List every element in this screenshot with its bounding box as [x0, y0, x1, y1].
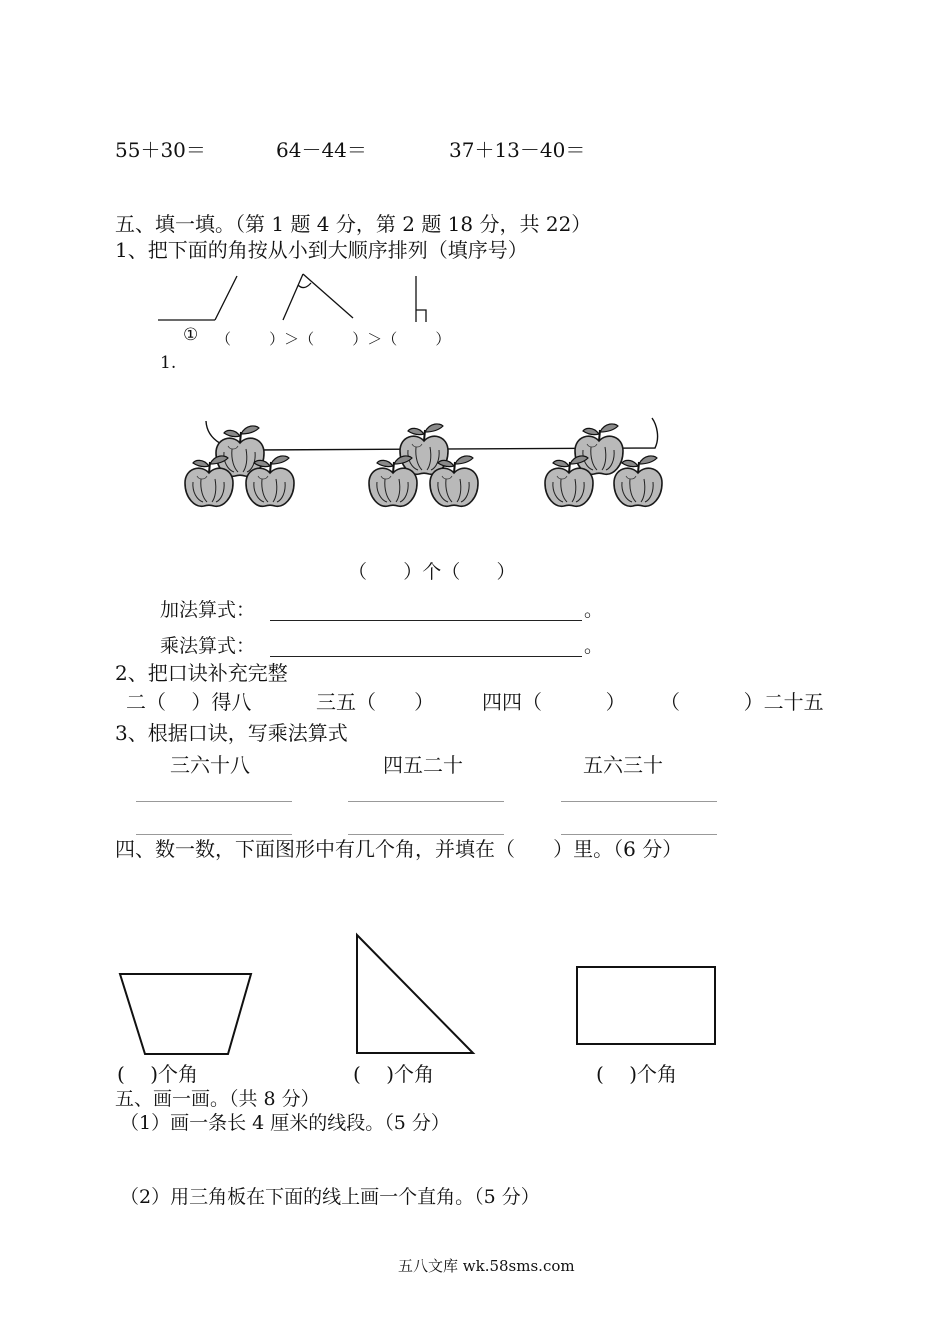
addition-label: 加法算式： [160, 599, 256, 621]
calc-q1: 55＋30＝ [115, 138, 206, 162]
triangle-answer: ( )个角 [353, 1062, 435, 1086]
angle-1-label: ① [183, 325, 199, 345]
mnemonic-2: 三五（ ） [316, 690, 435, 714]
rectangle-answer: ( )个角 [596, 1062, 678, 1086]
multiplication-label: 乘法算式： [160, 635, 256, 657]
multiplication-end: 。 [584, 635, 604, 657]
triangle-shape [357, 935, 473, 1053]
calc-q2: 64－44＝ [276, 138, 367, 162]
draw-question-2: （2）用三角板在下面的线上画一个直角。（5 分） [120, 1186, 540, 1208]
trapezoid-answer: ( )个角 [117, 1062, 199, 1086]
mnemonic-1: 二（ ）得八 [126, 690, 252, 714]
section-title-fill: 五、填一填。（第 1 题 4 分，第 2 题 18 分，共 22） [115, 212, 592, 236]
question-1-title: 1、把下面的角按从小到大顺序排列（填序号） [115, 238, 528, 262]
section-title-count: 四、数一数，下面图形中有几个角，并填在（ ）里。（6 分） [115, 837, 683, 861]
addition-end: 。 [584, 599, 604, 621]
question-2-title: 2、把口诀补充完整 [115, 661, 288, 685]
draw-question-1: （1）画一条长 4 厘米的线段。（5 分） [120, 1112, 450, 1134]
mnemonic-4: （ ）二十五 [660, 690, 824, 714]
rectangle-shape [577, 967, 715, 1044]
sub-number: 1. [160, 353, 177, 373]
apples-blank: （ ）个（ ） [348, 561, 516, 583]
section-title-draw: 五、画一画。（共 8 分） [115, 1088, 320, 1110]
mnemonic-3: 四四（ ） [482, 690, 626, 714]
trapezoid-shape [120, 974, 251, 1054]
mnemonic-phrase-1: 三六十八 [170, 753, 250, 777]
mnemonic-phrase-3: 五六三十 [583, 753, 663, 777]
calc-q3: 37＋13－40＝ [449, 138, 586, 162]
order-blank: （ ）＞（ ）＞（ ） [216, 330, 451, 348]
question-3-title: 3、根据口诀，写乘法算式 [115, 721, 348, 745]
mnemonic-phrase-2: 四五二十 [383, 753, 463, 777]
footer-text: 五八文库 wk.58sms.com [398, 1257, 575, 1275]
